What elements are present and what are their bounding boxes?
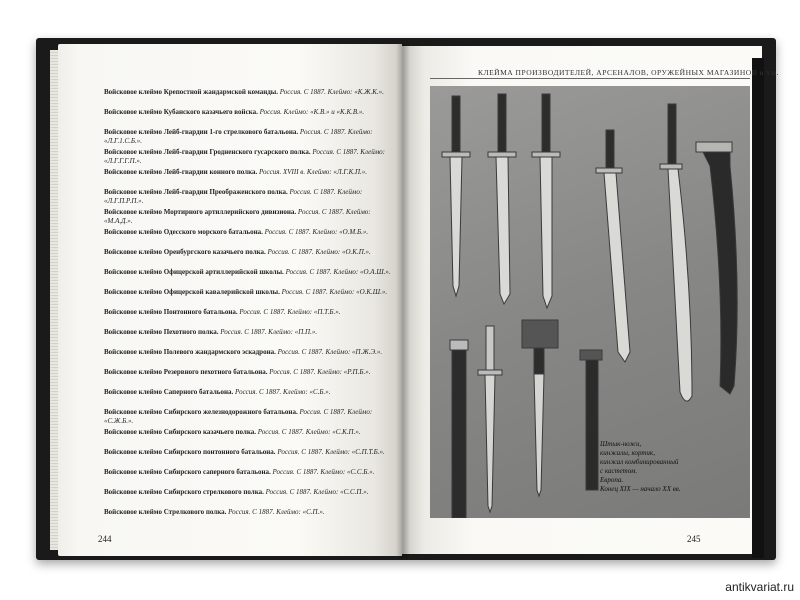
marking-entry bbox=[104, 188, 394, 206]
entry-title: Войсковое клеймо Сибирского саперного батальона. bbox=[104, 468, 271, 476]
right-page-number: 245 bbox=[687, 534, 701, 544]
entry-title: Войсковое клеймо Лейб-гвардии Преображенского полка. bbox=[104, 188, 288, 196]
caption-line: с кастетом. bbox=[600, 467, 638, 475]
entry-detail: Россия. С 1887. Клеймо: «Л.Г.Г.Г.П.». bbox=[104, 148, 386, 165]
entry-title: Войсковое клеймо Кубанского казачьего войска. bbox=[104, 108, 258, 116]
marking-entry bbox=[104, 488, 368, 497]
marking-entry bbox=[104, 348, 382, 357]
entry-title: Войсковое клеймо Мортирного артиллерийского дивизиона. bbox=[104, 208, 297, 216]
entry-detail: Россия. С 1887. Клеймо: «С.С.П.». bbox=[263, 488, 369, 496]
entry-title: Войсковое клеймо Полевого жандармского эскадрона. bbox=[104, 348, 276, 356]
caption-line: Европа. bbox=[600, 476, 624, 484]
caption-line: Конец XIX — начало XX вв. bbox=[600, 485, 681, 493]
entry-title: Войсковое клеймо Резервного пехотного батальона. bbox=[104, 368, 268, 376]
entry-title: Войсковое клеймо Саперного батальона. bbox=[104, 388, 234, 396]
marking-entry bbox=[104, 328, 317, 337]
entry-detail: Россия. С 1887. Клеймо: «С.Б.». bbox=[233, 388, 331, 396]
entry-detail: Россия. С 1887. Клеймо: «П.П.». bbox=[218, 328, 318, 336]
marking-entry bbox=[104, 288, 387, 297]
left-page bbox=[58, 44, 402, 556]
marking-entry bbox=[104, 88, 384, 97]
marking-entry bbox=[104, 248, 371, 257]
spine-shadow bbox=[396, 44, 410, 558]
entry-title: Войсковое клеймо Понтонного батальона. bbox=[104, 308, 238, 316]
marking-entry bbox=[104, 208, 394, 226]
photo-caption bbox=[600, 440, 740, 494]
marking-entry bbox=[104, 388, 331, 397]
entry-detail: Россия. С 1887. Клеймо: «С.П.Т.Б.». bbox=[275, 448, 385, 456]
marking-entry bbox=[104, 128, 394, 146]
entry-title: Войсковое клеймо Стрелкового полка. bbox=[104, 508, 227, 516]
entry-detail: Россия. С 1887. Клеймо: «П.Ж.Э.». bbox=[275, 348, 383, 356]
marking-entry bbox=[104, 148, 394, 166]
entry-detail: Россия. С 1887. Клеймо: «О.К.Ш.». bbox=[279, 288, 388, 296]
entry-detail: Россия. С 1887. Клеймо: «С.К.П.». bbox=[256, 428, 361, 436]
marking-entry bbox=[104, 268, 391, 277]
marking-entry bbox=[104, 168, 367, 177]
watermark: antikvariat.ru bbox=[725, 580, 794, 594]
cover-edge bbox=[752, 58, 764, 558]
entry-title: Войсковое клеймо Офицерской артиллерийской школы. bbox=[104, 268, 284, 276]
marking-entry bbox=[104, 308, 340, 317]
entry-detail: Россия. Клеймо: «К.В.» и «К.К.В.». bbox=[257, 108, 365, 116]
entry-title: Войсковое клеймо Сибирского железнодорожного батальона. bbox=[104, 408, 298, 416]
entry-detail: Россия. С 1887. Клеймо: «Л.Г.1.С.Б.». bbox=[104, 128, 373, 145]
header-rule bbox=[430, 78, 750, 79]
entry-title: Войсковое клеймо Лейб-гвардии 1-го стрелкового батальона. bbox=[104, 128, 299, 136]
marking-entry bbox=[104, 468, 374, 477]
entry-detail: Россия. С 1887. Клеймо: «М.А.Д.». bbox=[104, 208, 371, 225]
marking-entry bbox=[104, 408, 394, 426]
entry-detail: Россия. С 1887. Клеймо: «О.К.П.». bbox=[265, 248, 371, 256]
entry-title: Войсковое клеймо Сибирского стрелкового полка. bbox=[104, 488, 264, 496]
left-page-number: 244 bbox=[98, 534, 112, 544]
entry-detail: Россия. С 1887. Клеймо: «О.А.Ш.». bbox=[283, 268, 391, 276]
marking-entry bbox=[104, 448, 385, 457]
running-header: КЛЕЙМА ПРОИЗВОДИТЕЛЕЙ, АРСЕНАЛОВ, ОРУЖЕЙНЫХ МАГАЗИНОВ и т.п. bbox=[478, 68, 779, 77]
entry-title: Войсковое клеймо Одесского морского батальона. bbox=[104, 228, 263, 236]
marking-entry bbox=[104, 108, 364, 117]
entry-detail: Россия. С 1887. Клеймо: «П.Т.Б.». bbox=[237, 308, 341, 316]
entry-title: Войсковое клеймо Лейб-гвардии конного полка. bbox=[104, 168, 258, 176]
entry-detail: Россия. С 1887. Клеймо: «К.Ж.К.». bbox=[278, 88, 384, 96]
caption-line: кинжалы, кортик, bbox=[600, 449, 655, 457]
marking-entry bbox=[104, 508, 325, 517]
entry-detail: Россия. С 1887. Клеймо: «С.П.». bbox=[226, 508, 325, 516]
entry-detail: Россия. С 1887. Клеймо: «С.Ж.Б.». bbox=[104, 408, 373, 425]
caption-line: кинжал комбинированный bbox=[600, 458, 679, 466]
marking-entry bbox=[104, 428, 361, 437]
entry-title: Войсковое клеймо Пехотного полка. bbox=[104, 328, 219, 336]
entry-detail: Россия. С 1887. Клеймо: «О.М.Б.». bbox=[262, 228, 369, 236]
entry-title: Войсковое клеймо Сибирского казачьего полка. bbox=[104, 428, 257, 436]
entry-title: Войсковое клеймо Оренбургского казачьего полка. bbox=[104, 248, 266, 256]
marking-entry bbox=[104, 228, 368, 237]
entry-title: Войсковое клеймо Офицерской кавалерийской школы. bbox=[104, 288, 280, 296]
entry-title: Войсковое клеймо Лейб-гвардии Гродненского гусарского полка. bbox=[104, 148, 311, 156]
entry-title: Войсковое клеймо Сибирского понтонного батальона. bbox=[104, 448, 276, 456]
entry-detail: Россия. XVIII в. Клеймо: «Л.Г.К.П.». bbox=[257, 168, 368, 176]
marking-entry bbox=[104, 368, 371, 377]
entry-title: Войсковое клеймо Крепостной жандармской команды. bbox=[104, 88, 279, 96]
entry-detail: Россия. С 1887. Клеймо: «Л.Г.П.Р.П.». bbox=[104, 188, 363, 205]
entry-detail: Россия. С 1887. Клеймо: «Р.П.Б.». bbox=[267, 368, 371, 376]
entry-detail: Россия. С 1887. Клеймо: «С.С.Б.». bbox=[270, 468, 375, 476]
caption-line: Штык-ножи, bbox=[600, 440, 642, 448]
